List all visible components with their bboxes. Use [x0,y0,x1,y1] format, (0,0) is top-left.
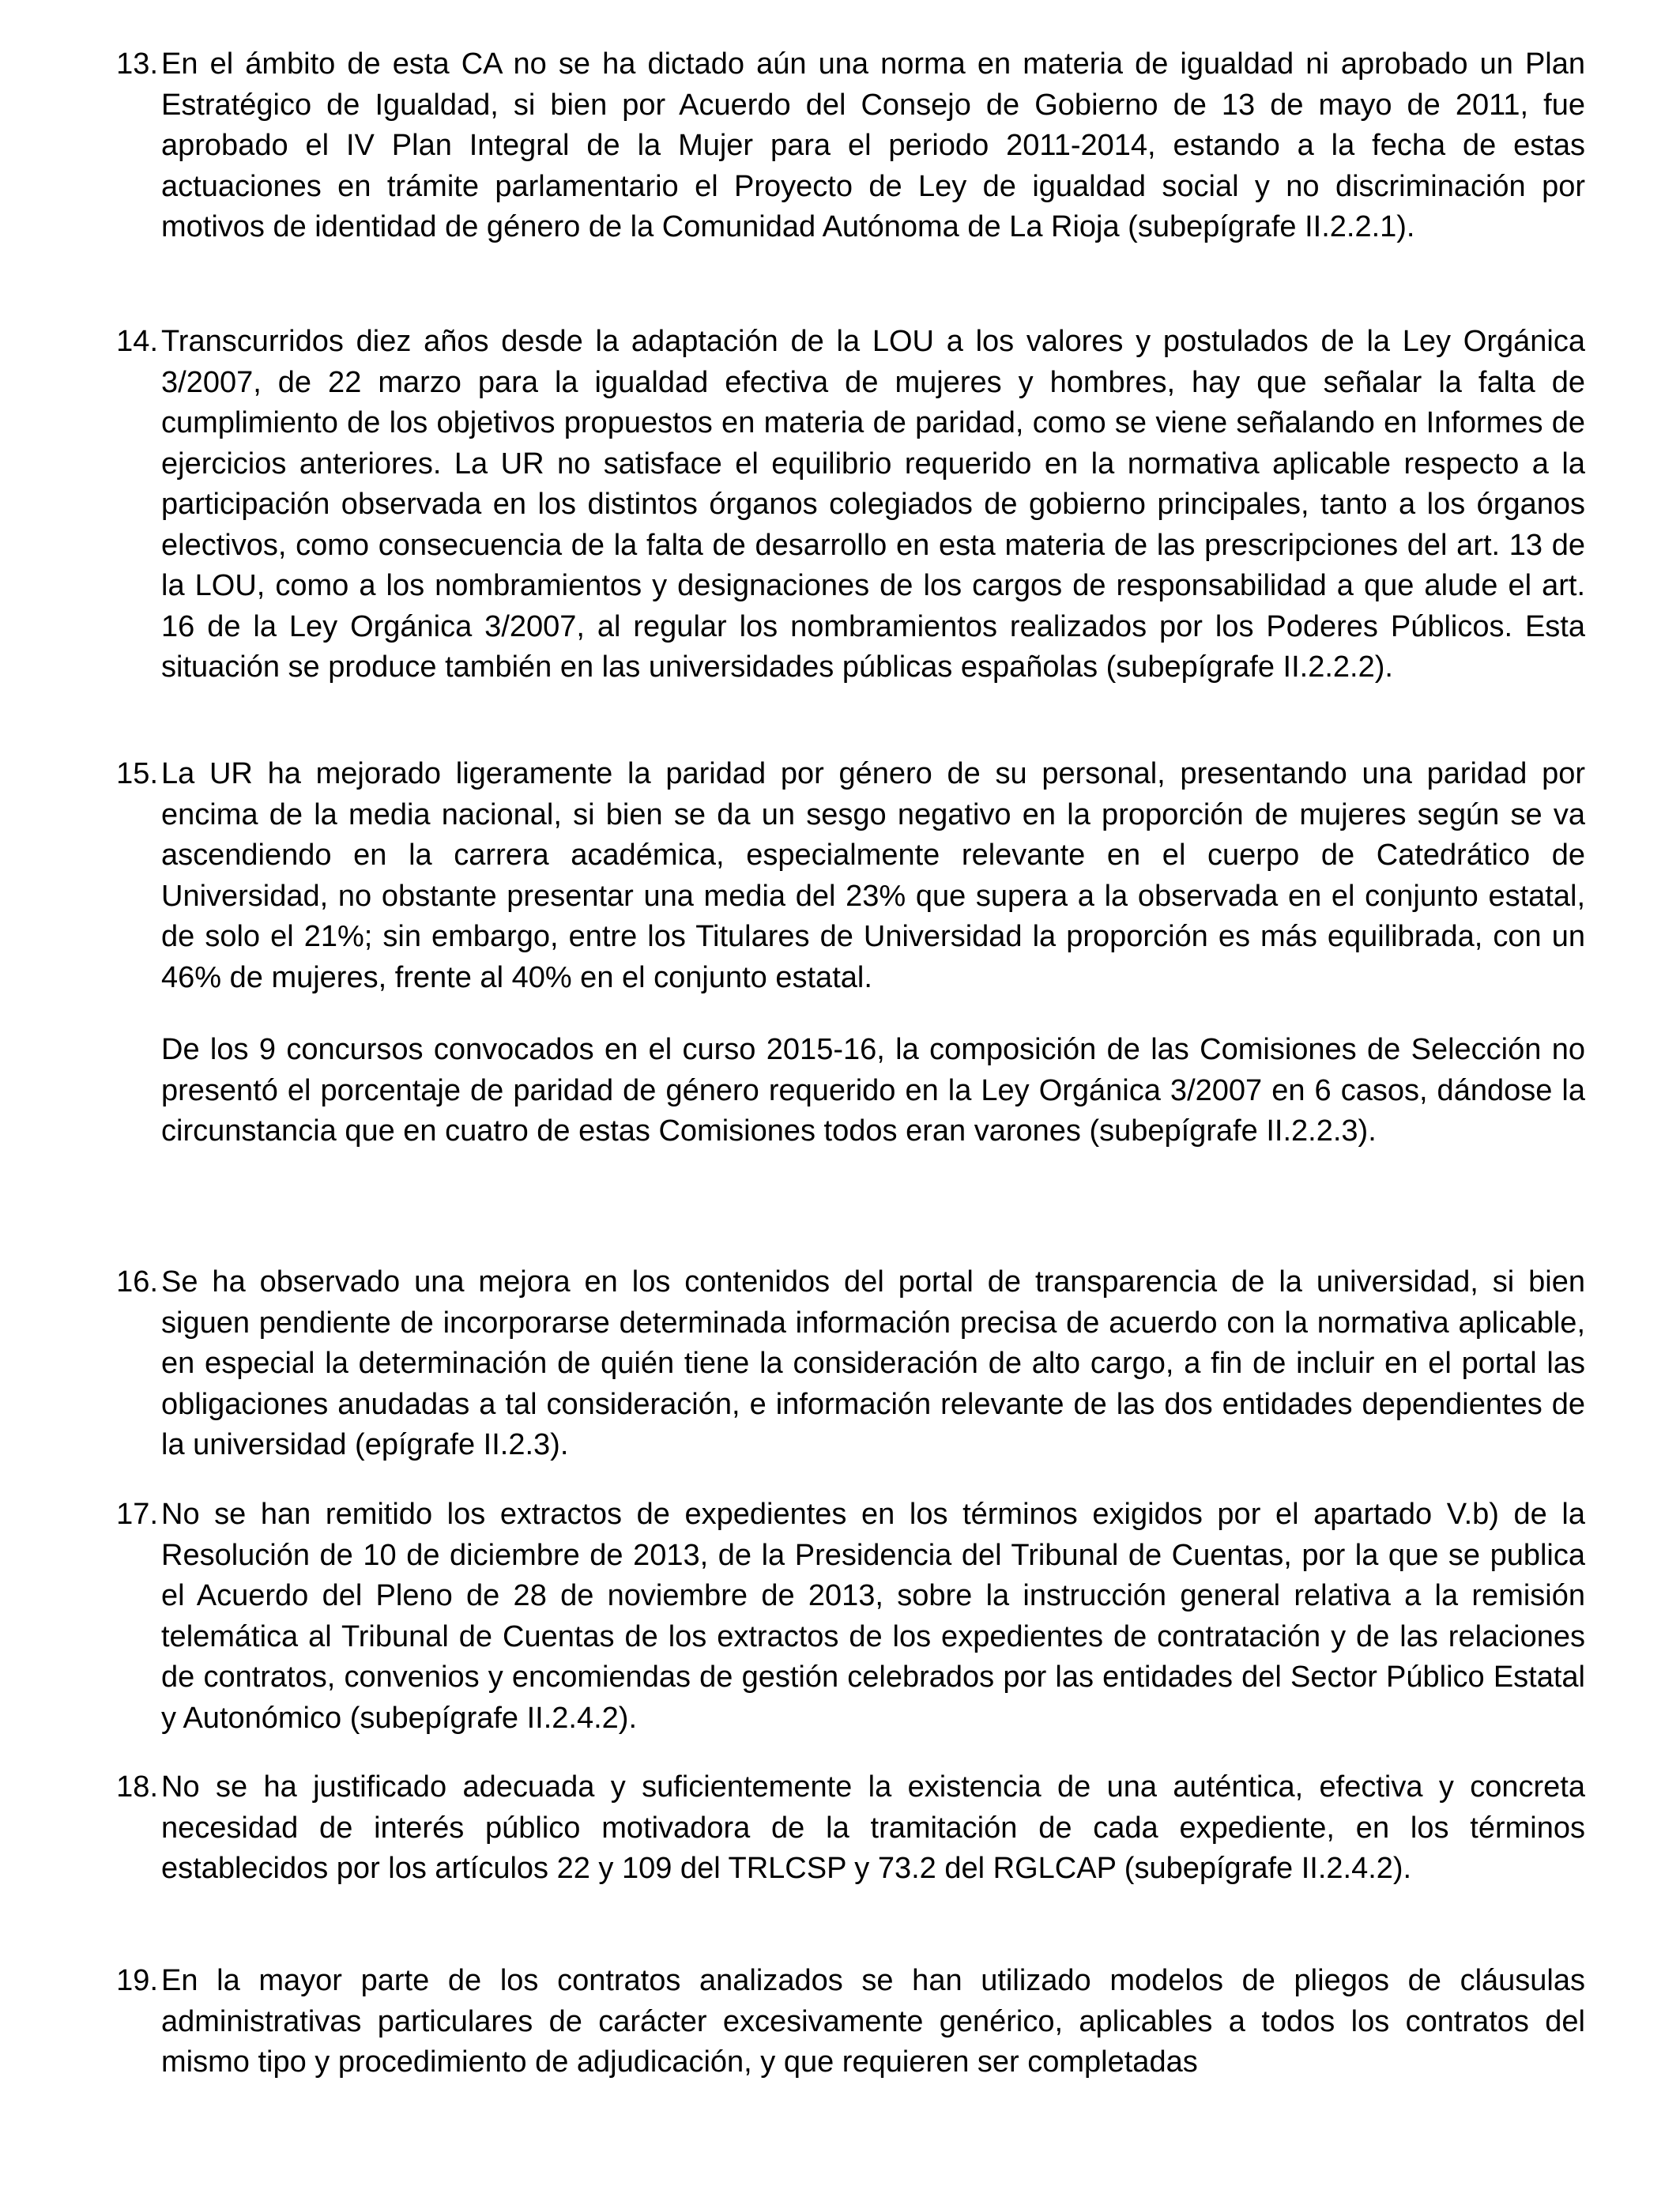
item-body [161,1495,1585,1739]
paragraph: De los 9 concursos convocados en el curso 2015-16, la composición de las Comisiones de Selección no presentó el porcentaje de paridad de género requerido en la Ley Orgánica 3/2007 en 6 casos, dándose la circunstancia que en cuatro de estas Comisiones todos eran varones (subepígrafe II.2.2.3). [161,1033,1585,1148]
item-body [161,1767,1585,1890]
item-body [161,754,1585,1152]
paragraph: En la mayor parte de los contratos analizados se han utilizado modelos de pliegos de cláusulas administrativas particulares de carácter excesivamente genérico, aplicables a todos los contratos del mismo tipo y procedimiento de adjudicación, y que requieren ser completadas [161,1964,1585,2079]
paragraph: Se ha observado una mejora en los contenidos del portal de transparencia de la universidad, si bien siguen pendiente de incorporarse determinada información precisa de acuerdo con la normativa aplicable, en especial la determinación de quién tiene la consideración de alto cargo, a fin de incluir en el portal las obligaciones anudadas a tal consideración, e información relevante de las dos entidades dependientes de la universidad (epígrafe II.2.3). [161,1265,1585,1461]
item-number: 17. [116,1498,158,1531]
item-number: 14. [116,325,158,358]
paragraph: No se han remitido los extractos de expedientes en los términos exigidos por el apartado V.b) de la Resolución de 10 de diciembre de 2013, de la Presidencia del Tribunal de Cuentas, por la que se publica el Acuerdo del Pleno de 28 de noviembre de 2013, sobre la instrucción general relativa a la remisión telemática al Tribunal de Cuentas de los extractos de los expedientes de contratación y de las relaciones de contratos, convenios y encomiendas de gestión celebrados por las entidades del Sector Público Estatal y Autonómico (subepígrafe II.2.4.2). [161,1498,1585,1735]
item-number: 19. [116,1964,158,1997]
item-number: 18. [116,1770,158,1804]
paragraph: No se ha justificado adecuada y suficientemente la existencia de una auténtica, efectiva y concreta necesidad de interés público motivadora de la tramitación de cada expediente, en los términos establecidos por los artículos 22 y 109 del TRLCSP y 73.2 del RGLCAP (subepígrafe II.2.4.2). [161,1770,1585,1885]
item-number: 15. [116,757,158,790]
item-number: 13. [116,47,158,81]
item-body [161,44,1585,248]
paragraph: La UR ha mejorado ligeramente la paridad por género de su personal, presentando una paridad por encima de la media nacional, si bien se da un sesgo negativo en la proporción de mujeres según se va ascendiendo en la carrera académica, especialmente relevante en el cuerpo de Catedrático de Universidad, no obstante presentar una media del 23% que supera a la observada en el conjunto estatal, de solo el 21%; sin embargo, entre los Titulares de Universidad la proporción es más equilibrada, con un 46% de mujeres, frente al 40% en el conjunto estatal. [161,757,1585,994]
item-body [161,1961,1585,2083]
item-body [161,322,1585,688]
item-body [161,1262,1585,1466]
paragraph: En el ámbito de esta CA no se ha dictado aún una norma en materia de igualdad ni aprobado un Plan Estratégico de Igualdad, si bien por Acuerdo del Consejo de Gobierno de 13 de mayo de 2011, fue aprobado el IV Plan Integral de la Mujer para el periodo 2011-2014, estando a la fecha de estas actuaciones en trámite parlamentario el Proyecto de Ley de igualdad social y no discriminación por motivos de identidad de género de la Comunidad Autónoma de La Rioja (subepígrafe II.2.2.1). [161,47,1585,243]
paragraph: Transcurridos diez años desde la adaptación de la LOU a los valores y postulados de la Ley Orgánica 3/2007, de 22 marzo para la igualdad efectiva de mujeres y hombres, hay que señalar la falta de cumplimiento de los objetivos propuestos en materia de paridad, como se viene señalando en Informes de ejercicios anteriores. La UR no satisface el equilibrio requerido en la normativa aplicable respecto a la participación observada en los distintos órganos colegiados de gobierno principales, tanto a los órganos electivos, como consecuencia de la falta de desarrollo en esta materia de las prescripciones del art. 13 de la LOU, como a los nombramientos y designaciones de los cargos de responsabilidad a que alude el art. 16 de la Ley Orgánica 3/2007, al regular los nombramientos realizados por los Poderes Públicos. Esta situación se produce también en las universidades públicas españolas (subepígrafe II.2.2.2). [161,325,1585,684]
item-number: 16. [116,1265,158,1299]
